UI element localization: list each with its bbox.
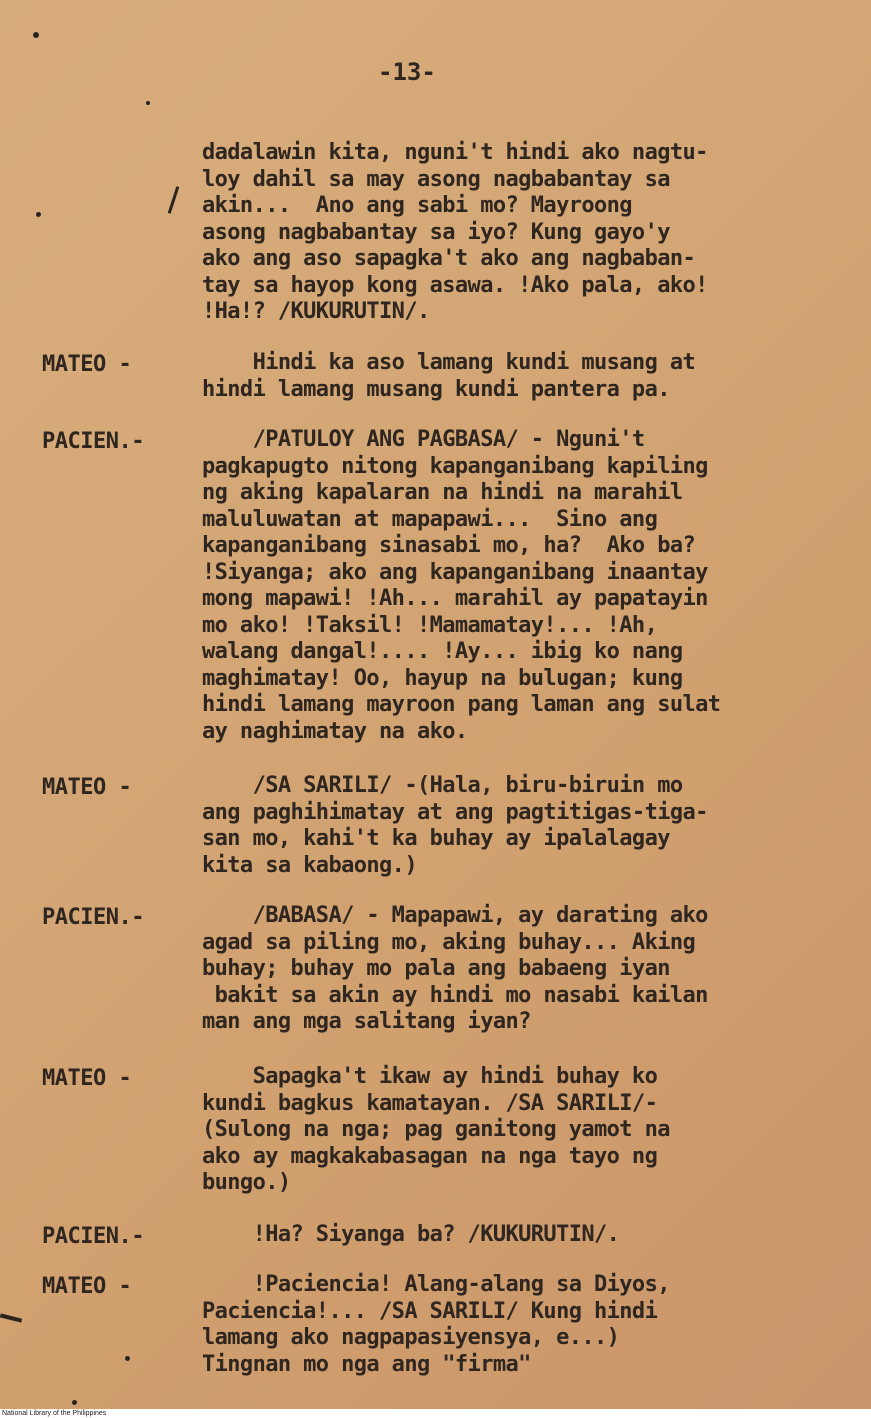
- dialogue-line: /PATULOY ANG PAGBASA/ - Nguni't: [202, 427, 645, 452]
- page-number: -13-: [378, 58, 436, 86]
- dialogue-line: Hindi ka aso lamang kundi musang at: [202, 350, 696, 375]
- dialogue-line: man ang mga salitang iyan?: [202, 1009, 531, 1034]
- dialogue-line: walang dangal!.... !Ay... ibig ko nang: [202, 639, 683, 664]
- ink-speck: [125, 1356, 130, 1361]
- dialogue-line: pagkapugto nitong kapanganibang kapiling: [202, 453, 708, 479]
- dialogue-line: maghimatay! Oo, hayup na bulugan; kung: [202, 665, 683, 691]
- ink-speck: [36, 212, 41, 217]
- dialogue-line: asong nagbabantay sa iyo? Kung gayo'y: [202, 219, 670, 245]
- dialogue-line: buhay; buhay mo pala ang babaeng iyan: [202, 956, 670, 981]
- ink-speck: [72, 1400, 77, 1405]
- speaker-label: PACIEN.-: [42, 429, 144, 454]
- margin-dash-mark: [0, 1313, 22, 1322]
- dialogue-line: !Ha!? /KUKURUTIN/.: [202, 299, 430, 324]
- speaker-label: MATEO -: [42, 775, 132, 800]
- dialogue-line: lamang ako nagpapasiyensya, e...): [202, 1325, 620, 1350]
- dialogue-line: (Sulong na nga; pag ganitong yamot na: [202, 1117, 670, 1142]
- dialogue-line: tay sa hayop kong asawa. !Ako pala, ako!: [202, 272, 708, 298]
- ink-speck: [33, 32, 39, 38]
- dialogue-line: san mo, kahi't ka buhay ay ipalalagay: [202, 826, 670, 851]
- dialogue-line: ay naghimatay na ako.: [202, 718, 468, 744]
- dialogue-line: loy dahil sa may asong nagbabantay sa: [202, 166, 670, 192]
- dialogue-line: bakit sa akin ay hindi mo nasabi kailan: [202, 982, 708, 1008]
- dialogue-line: hindi lamang mayroon pang laman ang sulat: [202, 692, 721, 717]
- dialogue-line: /BABASA/ - Mapapawi, ay darating ako: [202, 903, 708, 928]
- speaker-label: MATEO -: [42, 1066, 132, 1091]
- dialogue-line: Paciencia!... /SA SARILI/ Kung hindi: [202, 1298, 658, 1324]
- dialogue-line: mo ako! !Taksil! !Mamamatay!... !Ah,: [202, 612, 658, 638]
- dialogue-line: agad sa piling mo, aking buhay... Aking: [202, 929, 696, 955]
- dialogue-line: kundi bagkus kamatayan. /SA SARILI/-: [202, 1090, 658, 1116]
- ink-speck: [146, 101, 150, 105]
- dialogue-line: !Ha? Siyanga ba? /KUKURUTIN/.: [202, 1222, 620, 1247]
- footer-credit: National Library of the Philippines: [0, 1409, 871, 1418]
- margin-check-mark: [168, 186, 180, 214]
- dialogue-line: Tingnan mo nga ang "firma": [202, 1351, 531, 1377]
- dialogue-line: kita sa kabaong.): [202, 852, 417, 878]
- dialogue-line: bungo.): [202, 1170, 291, 1195]
- dialogue-line: hindi lamang musang kundi pantera pa.: [202, 376, 670, 402]
- dialogue-line: !Siyanga; ako ang kapanganibang inaantay: [202, 559, 708, 585]
- dialogue-line: maluluwatan at mapapawi... Sino ang: [202, 506, 658, 532]
- dialogue-line: kapanganibang sinasabi mo, ha? Ako ba?: [202, 533, 696, 558]
- speaker-label: PACIEN.-: [42, 1224, 144, 1249]
- speaker-label: MATEO -: [42, 1274, 132, 1299]
- dialogue-line: ang paghihimatay at ang pagtitigas-tiga-: [202, 799, 708, 825]
- dialogue-line: ako ay magkakabasagan na nga tayo ng: [202, 1143, 658, 1169]
- dialogue-line: !Paciencia! Alang-alang sa Diyos,: [202, 1272, 670, 1297]
- dialogue-line: dadalawin kita, nguni't hindi ako nagtu-: [202, 140, 708, 165]
- speaker-label: PACIEN.-: [42, 905, 144, 930]
- dialogue-line: ng aking kapalaran na hindi na marahil: [202, 480, 683, 505]
- dialogue-line: mong mapawi! !Ah... marahil ay papatayin: [202, 586, 708, 611]
- dialogue-line: ako ang aso sapagka't ako ang nagbaban-: [202, 246, 696, 271]
- dialogue-line: Sapagka't ikaw ay hindi buhay ko: [202, 1064, 658, 1089]
- speaker-label: MATEO -: [42, 352, 132, 377]
- dialogue-line: akin... Ano ang sabi mo? Mayroong: [202, 193, 632, 218]
- dialogue-line: /SA SARILI/ -(Hala, biru-biruin mo: [202, 773, 683, 798]
